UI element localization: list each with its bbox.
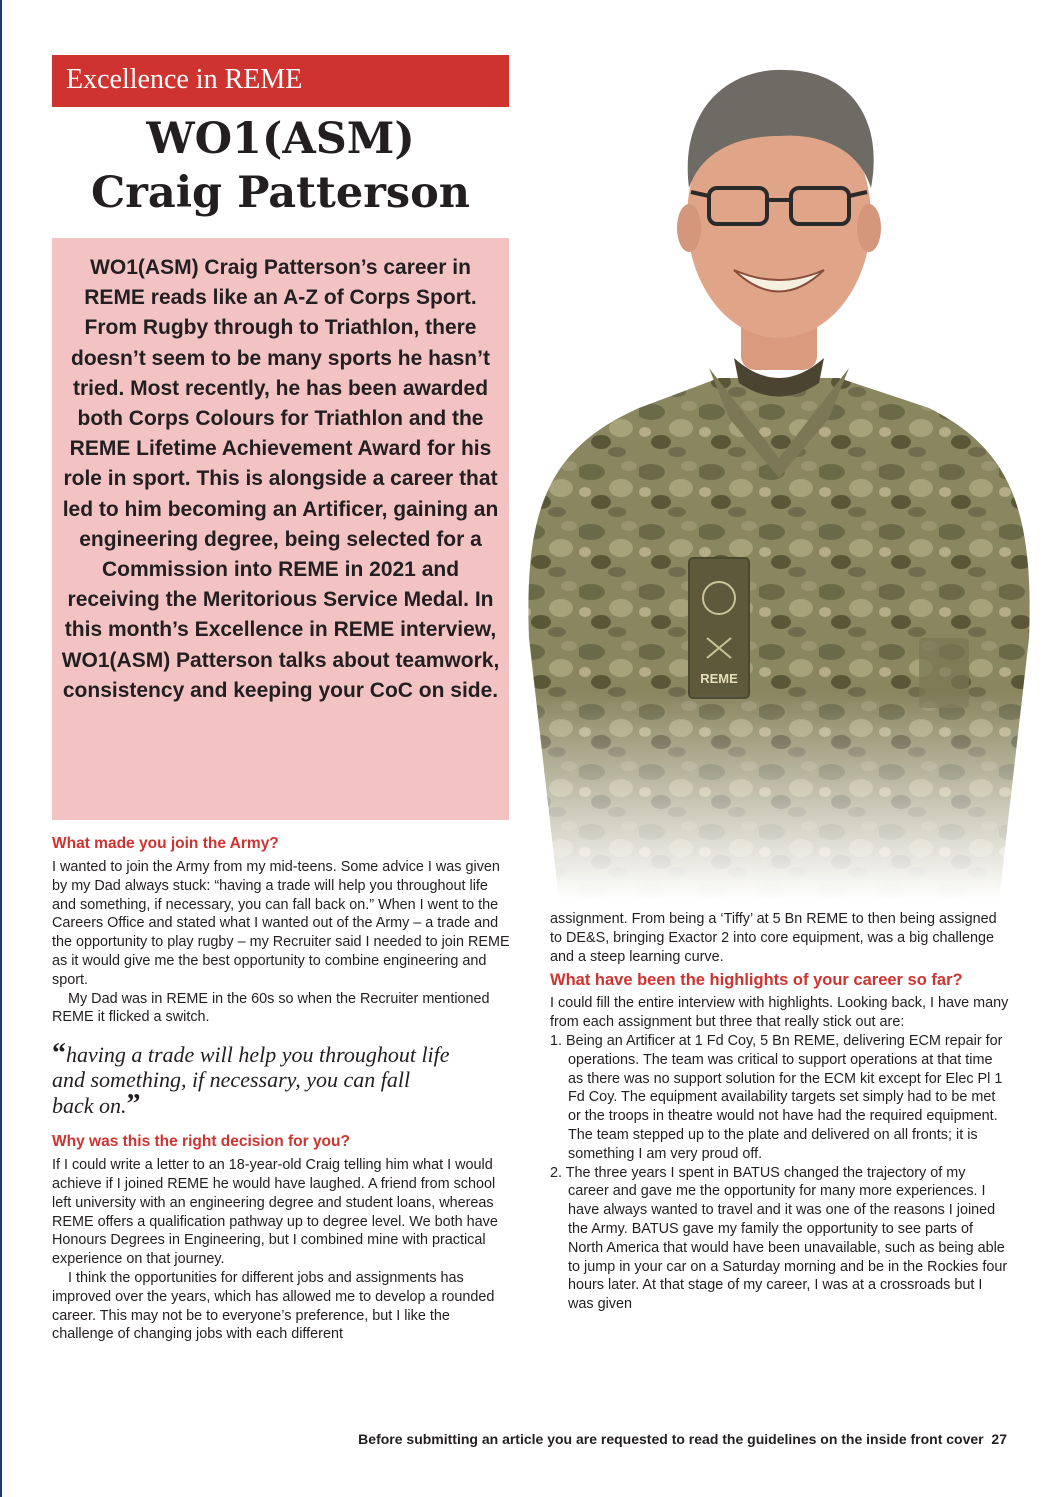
highlights-list xyxy=(550,1032,1010,1314)
portrait-photo xyxy=(519,38,1039,900)
page-number: 27 xyxy=(991,1431,1007,1447)
footer-note: Before submitting an article you are requested to read the guidelines on the inside front cover xyxy=(358,1431,984,1447)
question-join-army: What made you join the Army? xyxy=(52,835,279,852)
question-right-decision: Why was this the right decision for you? xyxy=(52,1133,350,1151)
question-highlights: What have been the highlights of your career so far? xyxy=(550,971,963,990)
lead-text: WO1(ASM) Craig Patterson’s career in REME reads like an A-Z of Corps Sport. From Rugby through to Triathlon, there doesn’t seem to be many sports he hasn’t tried. Most recently, he has been awarded both Corps Colours for Triathlon and the REME Lifetime Achievement Award for his role in sport. This is alongside a career that led to him becoming an Artificer, gaining an engineering degree, being selected for a Commission into REME in 2021 and receiving the Meritorious Service Medal. In this month’s Excellence in REME interview, WO1(ASM) Patterson talks about teamwork, consistency and keeping your CoC on side. xyxy=(61,256,500,702)
list-item: 2. The three years I spent in BATUS changed the trajectory of my career and gave me the opportunity for many more experiences. I have always wanted to travel and it was one of the reasons I joined the Army. BATUS gave my family the opportunity to see parts of North America that would have been unavailable, such as being able to jump in your car on a Saturday morning and be in the Rockies four hours later. At that stage of my career, I was at a crossroads but I was given xyxy=(550,1164,1008,1313)
page-edge-rule xyxy=(0,0,2,1497)
list-item: 1. Being an Artificer at 1 Fd Coy, 5 Bn REME, delivering ECM repair for operations. The team was critical to support operations at that time as there was no support solution for the ECM kit except for Elec Pl 1 Fd Coy. The equipment availability targets set simply had to be met or the troops in theatre would not have had the required equipment. The team stepped up to the plate and delivered on all fronts; it is something I am very proud off. xyxy=(550,1032,1003,1162)
continued-text: assignment. From being a ‘Tiffy’ at 5 Bn REME to then being assigned to DE&S, bringing Exactor 2 into core equipment, was a big challenge and a steep learning curve. xyxy=(550,911,997,965)
answer-join-army-p2: My Dad was in REME in the 60s so when the Recruiter mentioned REME it flicked a switch. xyxy=(52,990,490,1026)
answer-right-decision-p1: If I could write a letter to an 18-year-old Craig telling him what I would achieve if I joined REME he would have laughed. A friend from school left university with an engineering degree and student loans, whereas REME offers a qualification pathway up to degree level. We both have Honours Degrees in Engineering, but I combined mine with practical experience on that journey. xyxy=(52,1157,498,1268)
open-quote-mark: “ xyxy=(52,1038,66,1070)
answer-highlights-intro: I could fill the entire interview with highlights. Looking back, I have many from each assignment but three that really stick out are: xyxy=(550,995,1009,1031)
section-label: Excellence in REME xyxy=(66,64,303,95)
title-line-rank: WO1(ASM) xyxy=(146,114,415,164)
column-left xyxy=(52,834,512,1344)
answer-right-decision-p2: I think the opportunities for different jobs and assignments has improved over the years, which has allowed me to develop a rounded career. This may not be to everyone’s preference, but I like the challenge of changing jobs with each different xyxy=(52,1269,495,1343)
article-title xyxy=(52,112,509,220)
section-banner xyxy=(52,55,509,107)
close-quote-mark: ” xyxy=(126,1089,141,1121)
column-right xyxy=(550,910,1010,1314)
page-footer xyxy=(358,1431,1007,1447)
lead-paragraph-box xyxy=(52,238,509,820)
title-line-name: Craig Patterson xyxy=(90,168,471,218)
answer-join-army-p1: I wanted to join the Army from my mid-teens. Some advice I was given by my Dad always stuck: “having a trade will help you throughout life and something, if necessary, you can fall back on.” When I went to the Careers Office and stated what I wanted out of the Army – a trade and the opportunity to play rugby – my Recruiter said I needed to join REME as it would give me the best opportunity to combine engineering and sport. xyxy=(52,859,510,988)
pull-quote xyxy=(52,1038,452,1121)
pull-quote-text: having a trade will help you throughout life and something, if necessary, you can fall back on. xyxy=(52,1042,450,1119)
